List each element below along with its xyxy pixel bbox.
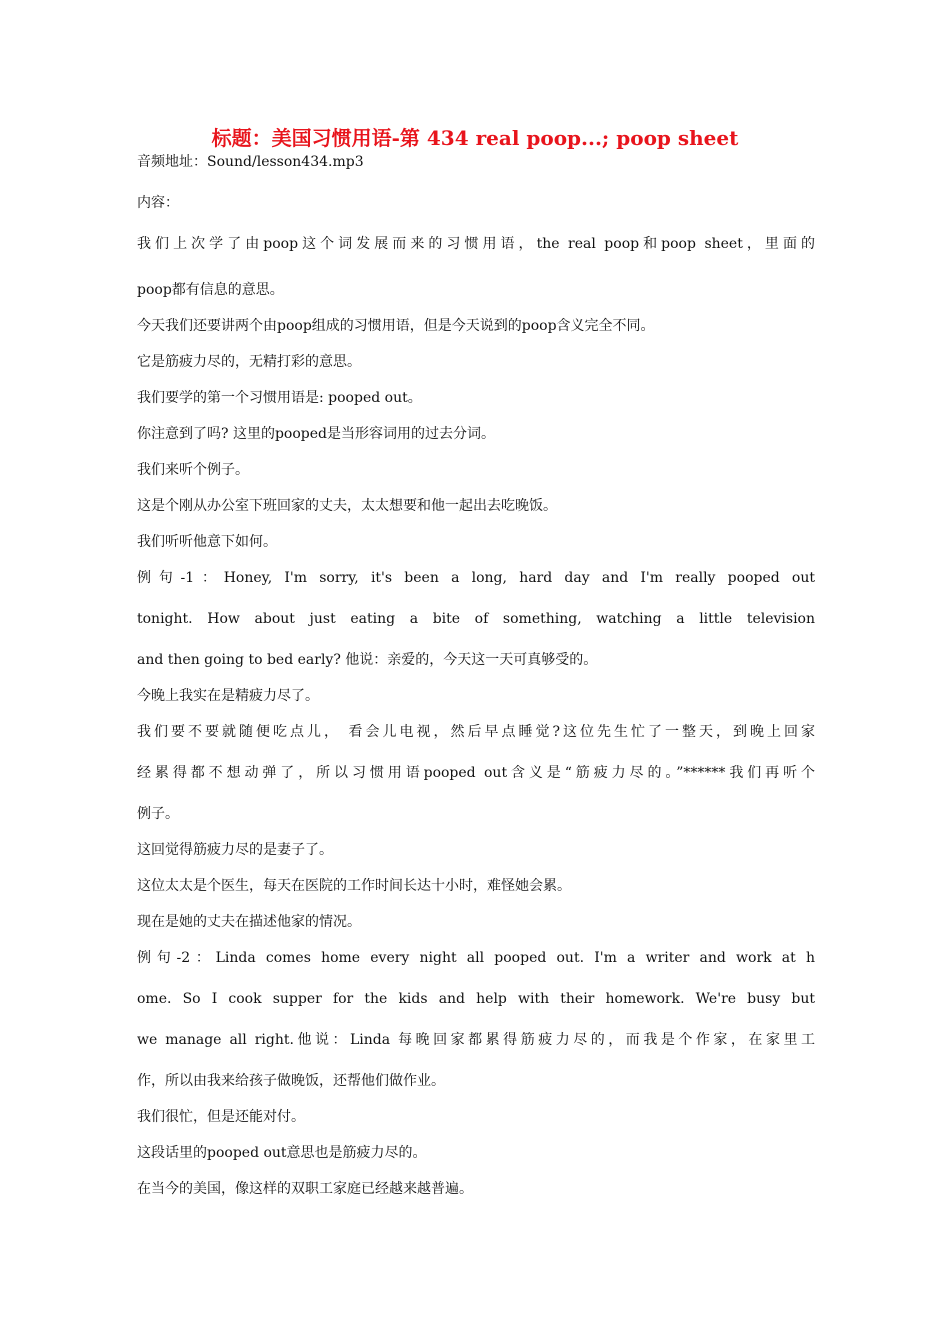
paragraph-line: 这是个刚从办公室下班回家的丈夫，太太想要和他一起出去吃晚饭。 bbox=[137, 498, 557, 514]
paragraph-line: 这回觉得筋疲力尽的是妻子了。 bbox=[137, 842, 333, 858]
paragraph-line: 在当今的美国，像这样的双职工家庭已经越来越普遍。 bbox=[137, 1181, 473, 1197]
example-sentence-line: tonight. How about just eating a bite of something, watching a little television bbox=[137, 611, 815, 627]
paragraph-line: 我们要不要就随便吃点儿， 看会儿电视，然后早点睡觉?这位先生忙了一整天，到晚上回家 bbox=[137, 724, 815, 740]
paragraph-line: 我们要学的第一个习惯用语是: pooped out。 bbox=[137, 390, 422, 406]
document-body bbox=[137, 152, 815, 1199]
paragraph-line: 你注意到了吗? 这里的pooped是当形容词用的过去分词。 bbox=[137, 426, 495, 442]
document-title: 标题：美国习惯用语-第 434 real poop...; poop sheet bbox=[211, 126, 739, 150]
example-sentence-line: 例句-1：Honey, I'm sorry, it's been a long, hard day and I'm really pooped out bbox=[137, 570, 815, 586]
paragraph-line: poop都有信息的意思。 bbox=[137, 282, 284, 298]
example-sentence-line: ome. So I cook supper for the kids and help with their homework. We're busy but bbox=[137, 991, 815, 1007]
example-sentence-line: 例句-2：Linda comes home every night all pooped out. I'm a writer and work at h bbox=[137, 950, 815, 966]
paragraph-line: 经累得都不想动弹了，所以习惯用语pooped out含义是“筋疲力尽的。”******我们再听个 bbox=[137, 765, 815, 781]
paragraph-line: 它是筋疲力尽的，无精打彩的意思。 bbox=[137, 354, 361, 370]
paragraph-line: 这位太太是个医生，每天在医院的工作时间长达十小时，难怪她会累。 bbox=[137, 878, 571, 894]
paragraph-line: 这段话里的pooped out意思也是筋疲力尽的。 bbox=[137, 1145, 427, 1161]
example-sentence-line: and then going to bed early? 他说：亲爱的，今天这一天可真够受的。 bbox=[137, 652, 598, 668]
paragraph-line: 作，所以由我来给孩子做晚饭，还帮他们做作业。 bbox=[137, 1073, 445, 1089]
example-sentence-line: we manage all right.他说：Linda 每晚回家都累得筋疲力尽的，而我是个作家，在家里工 bbox=[137, 1032, 815, 1048]
content-label: 内容： bbox=[137, 195, 179, 211]
audio-address-line: 音频地址：Sound/lesson434.mp3 bbox=[137, 154, 364, 170]
paragraph-line: 我们来听个例子。 bbox=[137, 462, 249, 478]
paragraph-line: 我们上次学了由poop这个词发展而来的习惯用语，the real poop和poop sheet，里面的 bbox=[137, 236, 815, 252]
paragraph-line: 例子。 bbox=[137, 806, 179, 822]
paragraph-line: 我们很忙，但是还能对付。 bbox=[137, 1109, 305, 1125]
paragraph-line: 今天我们还要讲两个由poop组成的习惯用语，但是今天说到的poop含义完全不同。 bbox=[137, 318, 655, 334]
paragraph-line: 今晚上我实在是精疲力尽了。 bbox=[137, 688, 319, 704]
paragraph-line: 现在是她的丈夫在描述他家的情况。 bbox=[137, 914, 361, 930]
paragraph-line: 我们听听他意下如何。 bbox=[137, 534, 277, 550]
